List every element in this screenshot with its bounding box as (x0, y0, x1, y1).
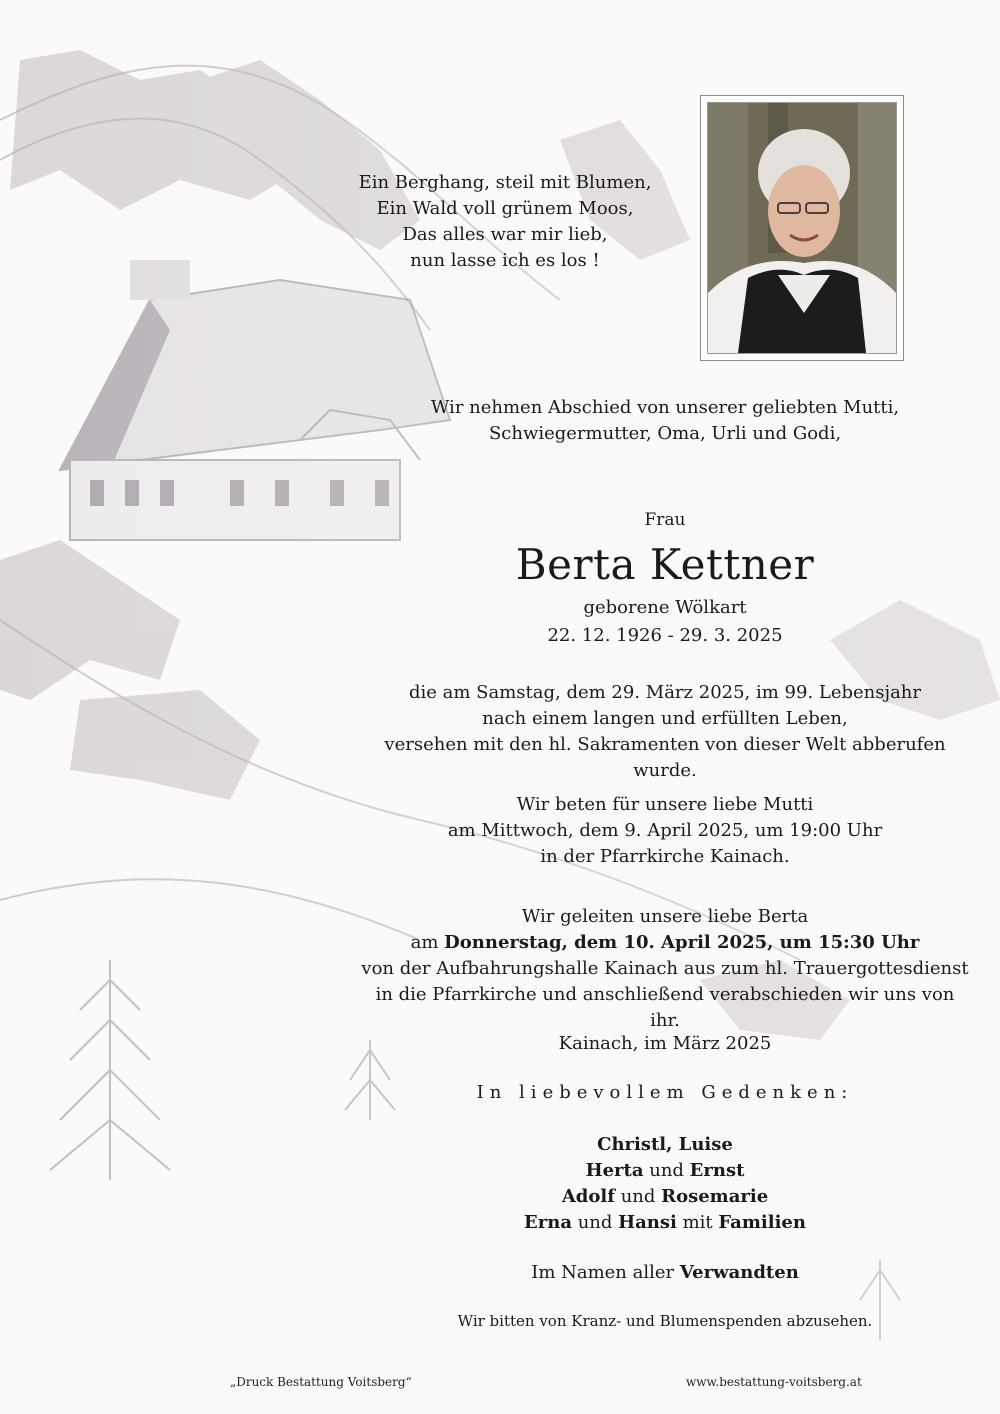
portrait-photo (707, 102, 897, 354)
footer-printer: „Druck Bestattung Voitsberg“ (230, 1375, 412, 1389)
funeral-line: von der Aufbahrungshalle Kainach aus zum hl. Trauergottesdienst (361, 958, 969, 979)
funeral-line (360, 930, 970, 956)
poem-line: Das alles war mir lieb, (402, 224, 608, 245)
life-dates: 22. 12. 1926 - 29. 3. 2025 (547, 625, 783, 646)
deceased-name: Berta Kettner (515, 540, 815, 589)
intro-line: Schwiegermutter, Oma, Urli und Godi, (488, 423, 842, 444)
death-line: versehen mit den hl. Sakramenten von dieser Welt abberufen wurde. (384, 734, 946, 781)
mourner-conj: und (571, 1212, 619, 1233)
prayer-info (360, 792, 970, 870)
mourners-list (360, 1132, 970, 1236)
funeral-info (360, 904, 970, 1034)
mourner-row (360, 1158, 970, 1184)
memory-heading: In liebevollem Gedenken: (476, 1082, 854, 1103)
funeral-line: in die Pfarrkirche und anschließend verabschieden wir uns von ihr. (375, 984, 955, 1031)
poem-line: Ein Wald voll grünem Moos, (376, 198, 634, 219)
relatives-line (360, 1260, 970, 1286)
poem (330, 170, 680, 274)
poem-line: nun lasse ich es los ! (410, 250, 600, 271)
place-date: Kainach, im März 2025 (558, 1033, 772, 1054)
portrait-image (708, 103, 896, 353)
funeral-date: Donnerstag, dem 10. April 2025, um 15:30 Uhr (444, 932, 920, 953)
mourner-name: Hansi (618, 1212, 677, 1233)
prayer-line: am Mittwoch, dem 9. April 2025, um 19:00 Uhr (447, 820, 883, 841)
intro-line: Wir nehmen Abschied von unserer geliebten Mutti, (430, 397, 900, 418)
mourner-conj: mit (676, 1212, 719, 1233)
mourner-name: Christl, Luise (597, 1134, 733, 1155)
poem-line: Ein Berghang, steil mit Blumen, (358, 172, 652, 193)
mourner-name: Herta (585, 1160, 644, 1181)
death-line: nach einem langen und erfüllten Leben, (482, 708, 848, 729)
mourner-conj: und (614, 1186, 662, 1207)
mourner-name: Adolf (561, 1186, 615, 1207)
funeral-line: Wir geleiten unsere liebe Berta (521, 906, 809, 927)
intro-text (360, 395, 970, 447)
death-announcement (360, 680, 970, 784)
mourner-name: Familien (718, 1212, 806, 1233)
relatives-prefix: Im Namen aller (531, 1262, 680, 1283)
donation-request: Wir bitten von Kranz- und Blumenspenden abzusehen. (457, 1312, 873, 1330)
mourner-name: Ernst (689, 1160, 745, 1181)
footer-website[interactable]: www.bestattung-voitsberg.at (686, 1375, 862, 1389)
mourner-row (360, 1132, 970, 1158)
mourner-row (360, 1184, 970, 1210)
portrait-frame (700, 95, 904, 361)
death-line: die am Samstag, dem 29. März 2025, im 99. Lebensjahr (408, 682, 922, 703)
funeral-prefix: am (410, 932, 445, 953)
title-prefix: Frau (644, 510, 686, 530)
prayer-line: in der Pfarrkirche Kainach. (540, 846, 790, 867)
mourner-row (360, 1210, 970, 1236)
prayer-line: Wir beten für unsere liebe Mutti (516, 794, 814, 815)
mourner-name: Erna (524, 1212, 572, 1233)
birth-name: geborene Wölkart (583, 597, 747, 618)
relatives-word: Verwandten (679, 1262, 799, 1283)
mourner-name: Rosemarie (661, 1186, 769, 1207)
mourner-conj: und (643, 1160, 690, 1181)
